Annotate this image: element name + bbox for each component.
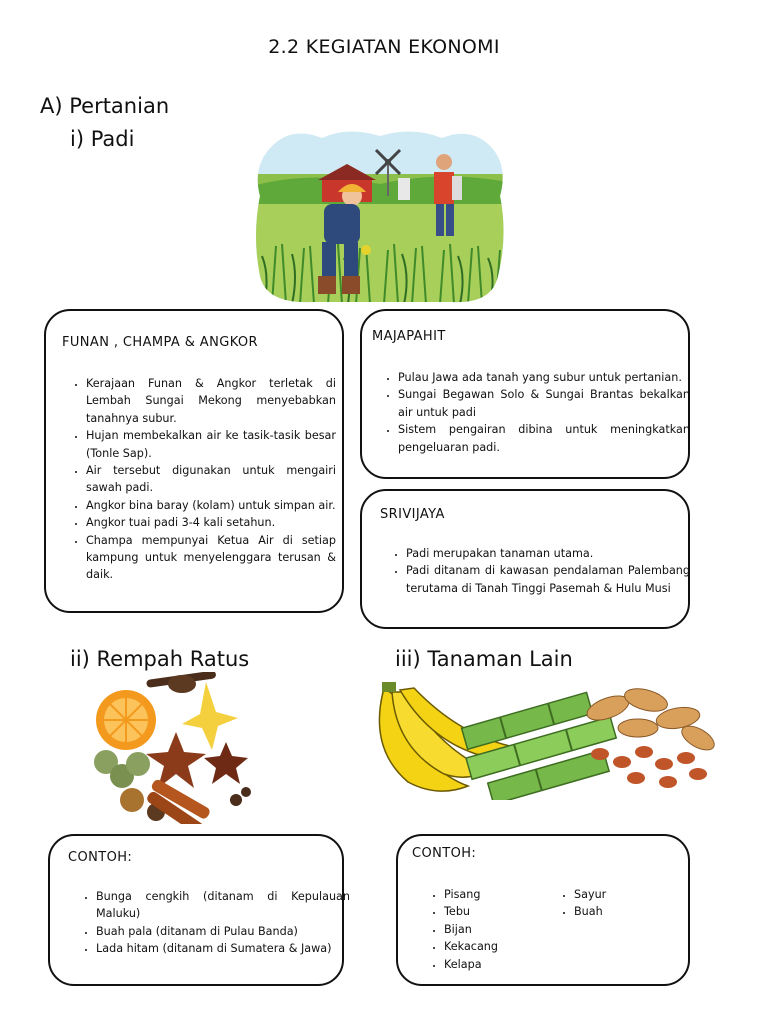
list-item: • Sistem pengairan dibina untuk meningkatkan pengeluaran padi. — [398, 421, 690, 456]
srivijaya-box — [360, 489, 690, 629]
funan-champa-angkor-box — [44, 309, 344, 613]
list-item: • Pisang — [444, 886, 554, 903]
list-item: • Kelapa — [444, 956, 554, 973]
list-item: • Buah — [574, 903, 684, 920]
banana-sugarcane-peanut-illustration — [368, 678, 718, 800]
funan-list — [64, 375, 336, 584]
list-item: • Hujan membekalkan air ke tasik-tasik besar (Tonle Sap). — [86, 427, 336, 462]
majapahit-list — [376, 369, 690, 456]
list-item: • Tebu — [444, 903, 554, 920]
majapahit-box — [360, 309, 690, 479]
page-title: 2.2 KEGIATAN EKONOMI — [268, 36, 500, 58]
list-item: • Bunga cengkih (ditanam di Kepulauan Maluku) — [96, 888, 350, 923]
rempah-box-title: CONTOH: — [68, 850, 133, 865]
section-heading-pertanian: A) Pertanian — [40, 94, 170, 118]
funan-box-title: FUNAN , CHAMPA & ANGKOR — [62, 335, 258, 350]
subheading-rempah-ratus: ii) Rempah Ratus — [70, 647, 250, 671]
tanaman-examples-box — [396, 834, 690, 986]
list-item: • Lada hitam (ditanam di Sumatera & Jawa) — [96, 940, 350, 957]
list-item: • Kerajaan Funan & Angkor terletak di Lembah Sungai Mekong menyebabkan tanahnya subur. — [86, 375, 336, 427]
list-item: • Padi ditanam di kawasan pendalaman Palembang terutama di Tanah Tinggi Pasemah & Hulu Musi — [406, 562, 690, 597]
subheading-tanaman-lain: iii) Tanaman Lain — [395, 647, 573, 671]
rempah-list — [74, 888, 350, 958]
list-item: • Sungai Begawan Solo & Sungai Brantas bekalkan air untuk padi — [398, 386, 690, 421]
srivijaya-box-title: SRIVIJAYA — [380, 507, 445, 522]
list-item: • Air tersebut digunakan untuk mengairi sawah padi. — [86, 462, 336, 497]
list-item: • Padi merupakan tanaman utama. — [406, 545, 690, 562]
spices-illustration — [86, 672, 258, 824]
list-item: • Kekacang — [444, 938, 554, 955]
list-item: • Angkor bina baray (kolam) untuk simpan air. — [86, 497, 336, 514]
tanaman-list-col2 — [552, 886, 684, 921]
srivijaya-list — [384, 545, 690, 597]
tanaman-box-title: CONTOH: — [412, 846, 477, 861]
list-item: • Buah pala (ditanam di Pulau Banda) — [96, 923, 350, 940]
list-item: • Pulau Jawa ada tanah yang subur untuk pertanian. — [398, 369, 690, 386]
list-item: • Angkor tuai padi 3-4 kali setahun. — [86, 514, 336, 531]
subheading-padi: i) Padi — [70, 127, 135, 151]
list-item: • Champa mempunyai Ketua Air di setiap kampung untuk menyelenggara terusan & daik. — [86, 532, 336, 584]
rempah-examples-box — [48, 834, 350, 986]
rice-farmers-illustration — [252, 126, 508, 304]
tanaman-list-col1 — [422, 886, 554, 973]
majapahit-box-title: MAJAPAHIT — [372, 329, 446, 344]
list-item: • Bijan — [444, 921, 554, 938]
list-item: • Sayur — [574, 886, 684, 903]
